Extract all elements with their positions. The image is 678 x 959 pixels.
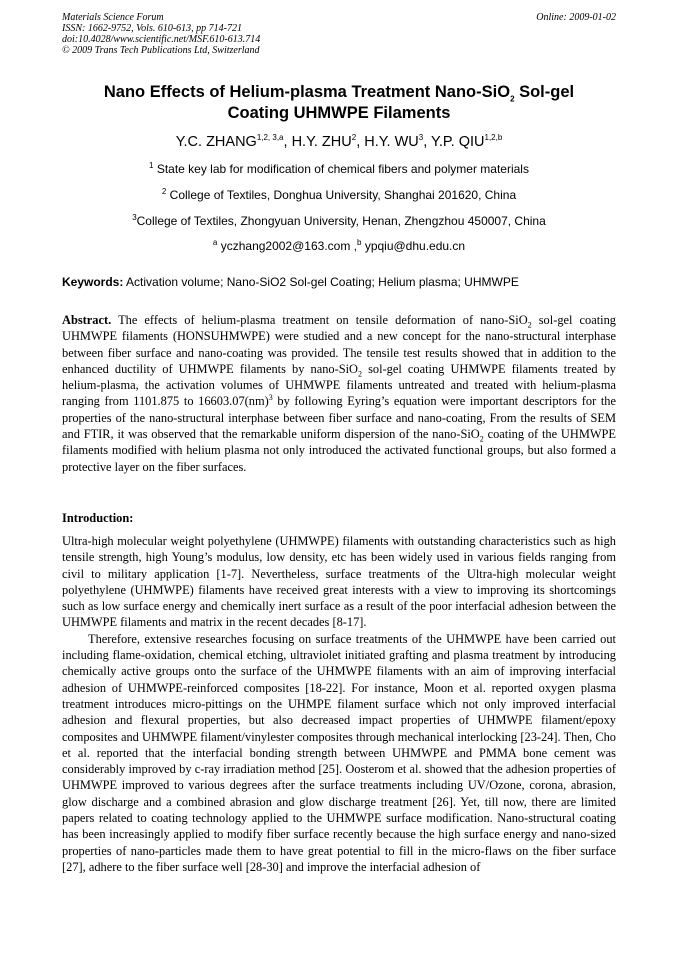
author-affil: 3 (418, 133, 424, 143)
online-date: Online: 2009-01-02 (536, 12, 616, 23)
affiliation-mark: 3 (132, 213, 137, 222)
affiliation-2 (62, 188, 616, 203)
keywords-text: Activation volume; Nano-SiO2 Sol-gel Coating; Helium plasma; UHMWPE (126, 275, 519, 289)
affiliation-mark: 2 (161, 187, 167, 196)
affiliation-mark: 1 (149, 161, 154, 170)
keywords-label: Keywords: (62, 275, 124, 289)
intro-paragraph-2: Therefore, extensive researches focusing on surface treatments of the UHMWPE have been carried out including flame-oxidation, chemical etching, ultraviolet initiated grafting and plasma treatment by introducing chemically active groups onto the surface of the UHMWPE filaments with an aim of improving interfacial adhesion of UHMWPE-reinforced composites [18-22]. For instance, Moon et al. reported oxygen plasma treatment introduces micro-pittings on the UHMPE filament surface which not only improved interfacial adhesion and flexural properties, but also decreased impact properties of UHMWPE filament/epoxy composites and UHMWPE filament/vinylester composites through mechanical interlocking [23-24]. Then, Cho et al. reported that the interfacial bonding strength between UHMWPE and PMMA bone cement was considerably improved by c-ray irradiation method [25]. Oosterom et al. showed that the adhesion properties of UHMWPE improved to various degrees after the surface treatments including UV/Ozone, corona, abrasion, glow discharge and a combined abrasion and glow discharge treatment [26]. Yet, till now, there are limited papers related to coating technology applied to the UHMWPE surface modification. Nano-structural coating has been increasingly applied to modify fiber surface recently because the high surface energy and nano-sized properties of nano-particles made them to have great potential to fill in the micro-flaws on the fiber surface [27], adhere to the fiber surface well [28-30] and improve the interfacial adhesion of (62, 631, 616, 874)
journal-header (62, 12, 616, 56)
email-b[interactable]: ypqiu@dhu.edu.cn (364, 239, 466, 253)
introduction-heading: Introduction: (62, 511, 134, 525)
paper-title (70, 82, 608, 124)
email-a[interactable]: yczhang2002@163.com (220, 239, 351, 253)
author-list: Y.C. ZHANG$^{1,2, 3,a}$, H.Y. ZHU$^2$, H.Y. $WU^3$, Y.P. QIU$^{1,2,b}$ (175, 133, 503, 150)
title-subscript: 2 (510, 94, 515, 104)
title-line1: Nano Effects of Helium-plasma Treatment Nano-SiO (103, 83, 511, 101)
abstract-text: The effects of helium-plasma treatment on tensile deformation of nano-SiO (118, 313, 528, 327)
subscript: 2 (358, 369, 362, 379)
journal-name: Materials Science Forum (62, 12, 164, 23)
abstract-section (62, 312, 616, 475)
abstract-text: coating of the UHMWPE filaments modified with helium plasma not only introduced the activated functional groups, but also formed a protective layer on the fiber surfaces. (62, 427, 617, 474)
introduction-section (62, 533, 616, 875)
copyright-line: © 2009 Trans Tech Publications Ltd, Switzerland (62, 45, 260, 56)
doi-line: doi:10.4028/www.scientific.net/MSF.610-613.714 (62, 34, 261, 45)
abstract-text: by following Eyring’s equation were important descriptors for the properties of the nano-structural interphase between fiber surface and nano-coating, From the results of SEM and FTIR, it was observed that the remarkable uniform dispersion of the nano-SiO (62, 394, 616, 442)
title-line1-end: Sol-gel (514, 83, 575, 101)
author-affil: 1,2,b (484, 133, 503, 143)
superscript: 3 (268, 393, 273, 403)
abstract-text: sol-gel coating UHMWPE filaments (HONSUHMWPE) were studied and a new concept for the nano-structural interphase between fiber surface and nano-coating was provided. The tensile test results showed that in addition to the enhanced ductility of UHMWPE filaments by nano-SiO (62, 313, 616, 376)
author-affil: 1,2, 3,a (256, 133, 284, 143)
email-line (62, 239, 616, 254)
affiliation-text: College of Textiles, Donghua University, Shanghai 201620, China (169, 188, 517, 202)
author-name: Y.C. ZHANG (175, 134, 257, 150)
abstract-label: Abstract. (62, 313, 112, 327)
affiliation-text: State key lab for modification of chemical fibers and polymer materials (156, 162, 529, 176)
author-name: Y.P. QIU (431, 134, 485, 150)
intro-paragraph-1: Ultra-high molecular weight polyethylene (UHMWPE) filaments with outstanding characteristics such as high tensile strength, high Young’s modulus, low density, etc has been widely used in various fields ranging from civil to military application [1-7]. Nevertheless, surface treatments of the Ultra-high molecular weight polyethylene (UHMWPE) filaments have received great interests with a view to improving its shortcomings such as low surface energy and chemically inert surface as a result of the poor interfacial adhesion between the UHMWPE filaments and matrix in the recent decades [8-17]. (62, 534, 616, 630)
email-separator: , (353, 239, 358, 253)
affiliation-3 (62, 214, 616, 229)
author-name: H.Y. ZHU (291, 134, 352, 150)
title-line2: Coating UHMWPE Filaments (227, 104, 451, 122)
keywords-line (62, 275, 616, 290)
author-name: H.Y. WU (364, 134, 419, 150)
email-mark: b (357, 238, 362, 247)
abstract-text: sol-gel coating UHMWPE filaments treated by helium-plasma, the activation volumes of UHMWPE filaments untreated and treated with helium-plasma ranging from 1101.875 to 16603.07(nm) (62, 361, 616, 409)
affiliation-1 (62, 162, 616, 177)
subscript: 2 (527, 320, 532, 330)
affiliation-text: College of Textiles, Zhongyuan University, Henan, Zhengzhou 450007, China (136, 214, 546, 228)
issn-line: ISSN: 1662-9752, Vols. 610-613, pp 714-721 (62, 23, 242, 34)
author-affil: 2 (351, 133, 357, 143)
email-mark: a (212, 238, 218, 247)
subscript: 2 (479, 434, 484, 444)
